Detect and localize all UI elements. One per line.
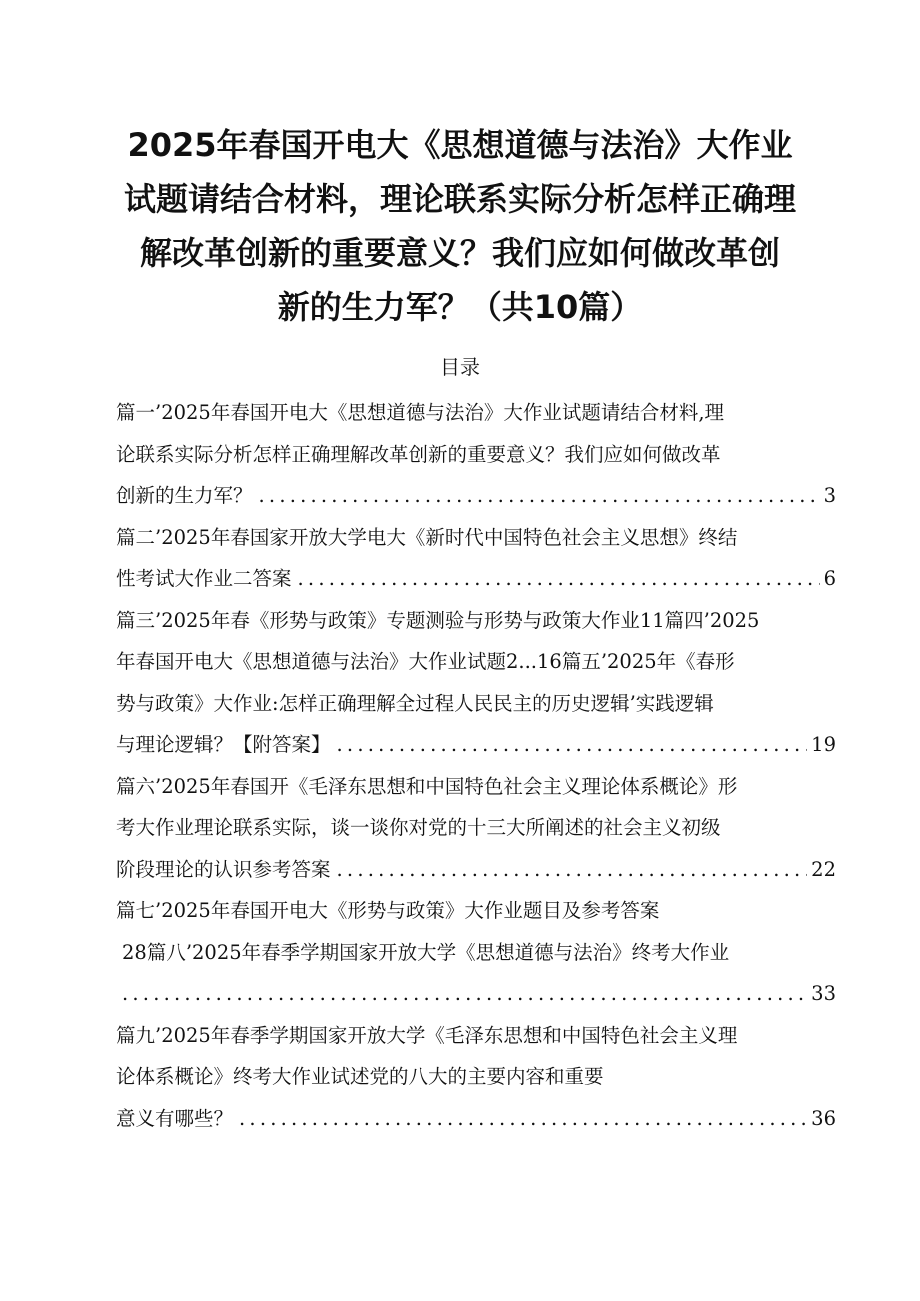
toc-line: 篇三’2025年春《形势与政策》专题测验与形势与政策大作业11篇四’2025 (116, 608, 760, 632)
page-number: 22 (811, 857, 836, 881)
toc-line: 与理论逻辑？【附答案】 (116, 733, 331, 756)
toc-line: 篇二’2025年春国家开放大学电大《新时代中国特色社会主义思想》终结 (116, 525, 738, 549)
toc-line: 势与政策》大作业:怎样正确理解全过程人民民主的历史逻辑’实践逻辑 (116, 691, 714, 715)
toc-line: 篇六’2025年春国开《毛泽东思想和中国特色社会主义理论体系概论》形 (116, 774, 738, 798)
dot-leader (259, 475, 820, 517)
title-line: 试题请结合材料，理论联系实际分析怎样正确理 (123, 180, 796, 218)
page-number: 33 (811, 982, 836, 1005)
title-line: 2025年春国开电大《思想道德与法治》大作业 (127, 126, 793, 164)
dot-leader (122, 973, 807, 1015)
toc-line: 论体系概论》终考大作业试述党的八大的主要内容和重要 (116, 1065, 604, 1088)
dot-leader (337, 849, 808, 891)
toc-line: 创新的生力军？ (116, 484, 253, 507)
toc-entry-leader (116, 724, 836, 766)
dot-leader (239, 1098, 807, 1140)
title-line: 新的生力军？（共10篇） (277, 288, 643, 326)
page-number: 3 (823, 484, 836, 507)
toc-entry-leader (116, 973, 836, 1015)
toc-line: 性考试大作业二答案 (116, 567, 292, 590)
toc-entry-leader (116, 1098, 836, 1140)
toc-line: 年春国开电大《思想道德与法治》大作业试题2...16篇五’2025年《春形 (116, 650, 735, 673)
toc-line: 篇七’2025年春国开电大《形势与政策》大作业题目及参考答案 (116, 899, 660, 922)
page-number: 19 (811, 733, 836, 756)
toc-entry-leader (116, 558, 836, 600)
page-number: 6 (823, 567, 836, 590)
toc-line: 篇九’2025年春季学期国家开放大学《毛泽东思想和中国特色社会主义理 (116, 1023, 738, 1047)
dot-leader (337, 724, 808, 766)
toc-line: 论联系实际分析怎样正确理解改革创新的重要意义？我们应如何做改革 (116, 442, 721, 466)
toc-line: 阶段理论的认识参考答案 (116, 857, 331, 881)
toc-entry-leader (116, 849, 836, 891)
toc-line: 考大作业理论联系实际，谈一谈你对党的十三大所阐述的社会主义初级 (116, 816, 721, 839)
toc-line: 篇一’2025年春国开电大《思想道德与法治》大作业试题请结合材料,理 (116, 401, 725, 424)
table-of-contents (116, 392, 836, 1139)
toc-line: 28篇八’2025年春季学期国家开放大学《思想道德与法治》终考大作业 (122, 940, 730, 964)
dot-leader (298, 558, 820, 600)
page-number: 36 (811, 1106, 836, 1130)
title-line: 解改革创新的重要意义？我们应如何做改革创 (139, 234, 780, 272)
document-title (100, 118, 820, 334)
toc-line: 意义有哪些？ (116, 1106, 234, 1130)
toc-entry-leader (116, 475, 836, 517)
toc-heading: 目录 (440, 355, 480, 379)
